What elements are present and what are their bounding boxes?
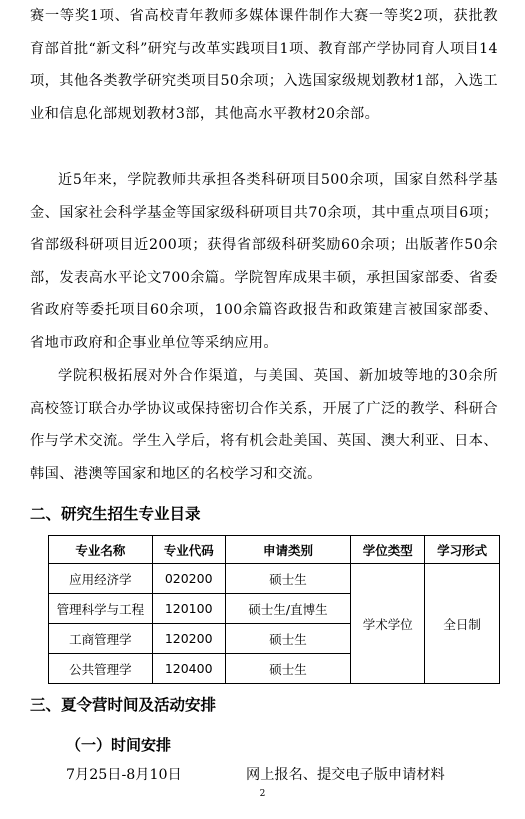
cell-application-category: 硕士生 [225,564,351,594]
paragraph-teaching-awards: 赛一等奖1项、省高校青年教师多媒体课件制作大赛一等奖2项，获批教育部首批“新文科”研究与改革实践项目1项、教育部产学协同育人项目14项，其他各类教学研究类项目50余项；入选国家级规划教材1部，入选工业和信息化部规划教材3部，其他高水平教材20余部。 [30,8,498,122]
cell-degree-type: 学术学位 [351,564,425,684]
cell-major-code: 120200 [152,624,225,654]
paragraph-international-cooperation: 学院积极拓展对外合作渠道，与美国、英国、新加坡等地的30余所高校签订联合办学协议或保持密切合作关系，开展了广泛的教学、科研合作与学术交流。学生入学后，将有机会赴美国、英国、澳大利亚、日本、韩国、港澳等国家和地区的名校学习和交流。 [30,368,498,482]
schedule-date: 7月25日-8月10日 [66,767,182,783]
header-application-category: 申请类别 [225,536,351,564]
schedule-activity: 网上报名、提交电子版申请材料 [246,767,445,783]
header-major-code: 专业代码 [152,536,225,564]
cell-application-category: 硕士生/直博生 [225,594,351,624]
table-row [49,564,500,594]
header-study-mode: 学习形式 [425,536,500,564]
section-heading-summer-camp: 三、夏令营时间及活动安排 [30,696,217,714]
header-major-name: 专业名称 [49,536,153,564]
schedule-row [66,764,506,784]
cell-major-name: 工商管理学 [49,624,153,654]
cell-major-name: 应用经济学 [49,564,153,594]
table-header-row [49,536,500,564]
cell-major-name: 管理科学与工程 [49,594,153,624]
subsection-heading-schedule: （一）时间安排 [66,736,172,754]
page-number: 2 [259,789,266,799]
majors-table [48,535,500,684]
cell-major-code: 120400 [152,654,225,684]
cell-application-category: 硕士生 [225,654,351,684]
cell-major-name: 公共管理学 [49,654,153,684]
cell-study-mode: 全日制 [425,564,500,684]
cell-major-code: 120100 [152,594,225,624]
section-heading-majors: 二、研究生招生专业目录 [30,505,201,523]
header-degree-type: 学位类型 [351,536,425,564]
paragraph-research-projects: 近5年来，学院教师共承担各类科研项目500余项，国家自然科学基金、国家社会科学基金等国家级科研项目共70余项，其中重点项目6项；省部级科研项目近200项；获得省部级科研奖励60余项；出版著作50余部，发表高水平论文700余篇。学院智库成果丰硕，承担国家部委、省委省政府等委托项目60余项，100余篇咨政报告和政策建言被国家部委、省地市政府和企事业单位等采纳应用。 [30,172,498,351]
cell-application-category: 硕士生 [225,624,351,654]
cell-major-code: 020200 [152,564,225,594]
